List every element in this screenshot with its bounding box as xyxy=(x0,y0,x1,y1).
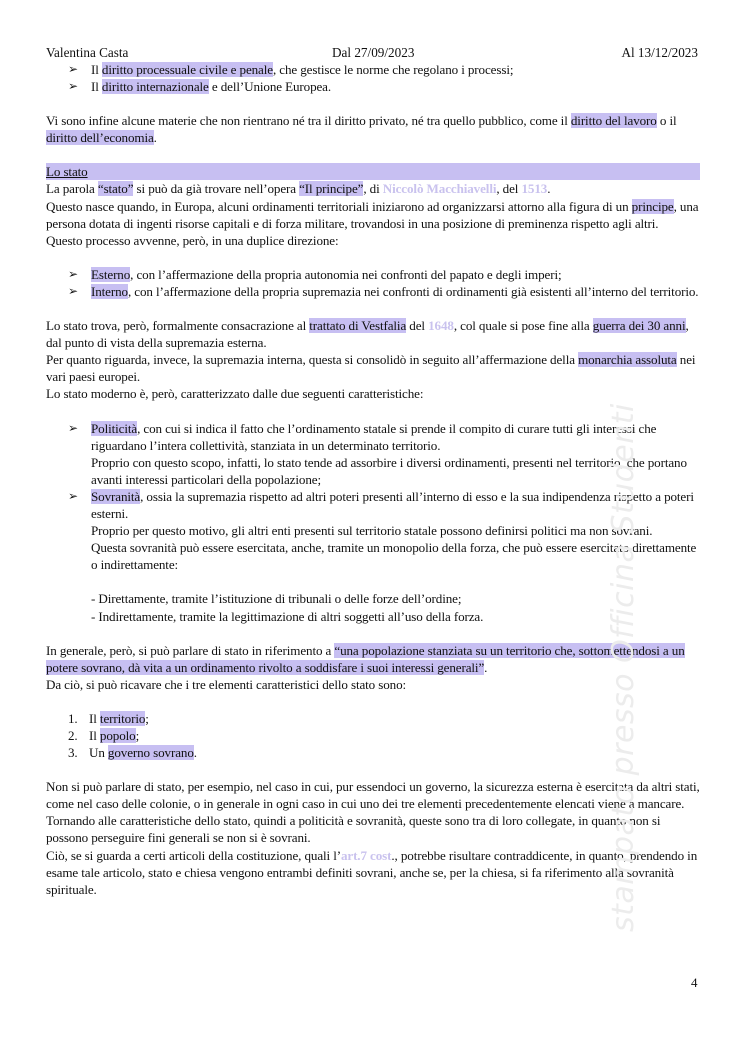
faded-text: art.7 cost xyxy=(340,847,392,863)
direzioni-list xyxy=(46,266,700,300)
faded-text: Niccolò Macchiavelli xyxy=(382,181,497,197)
paragraph-processo: Questo processo avvenne, però, in una duplice direzione: xyxy=(46,232,339,248)
arrow-bullet-icon: ➢ xyxy=(68,79,78,94)
paragraph-nasce: Questo nasce quando, in Europa, alcuni ordinamenti territoriali iniziarono ad organizzarsi attorno alla figura di un principe, una persona dotata di ingenti risorse capitali e di forza militare, trovandosi in una posizione di preminenza rispetto agli altri. xyxy=(46,198,699,231)
arrow-bullet-icon: ➢ xyxy=(68,283,78,298)
paragraph-moderno: Lo stato moderno è, però, caratterizzato dalle due seguenti caratteristiche: xyxy=(46,386,424,402)
document-body xyxy=(46,61,700,898)
highlight: guerra dei 30 anni xyxy=(592,318,686,334)
list-item: ➢ Interno, con l’affermazione della propria supremazia nei confronti di ordinamenti già esistenti all’interno del territorio. xyxy=(68,283,699,299)
highlight: Esterno xyxy=(91,266,131,282)
paragraph-materie: Vi sono infine alcune materie che non rientrano né tra il diritto privato, né tra quello pubblico, come il diritto del lavoro o il diritto dell’economia. xyxy=(46,113,677,146)
faded-text: 1513 xyxy=(521,181,548,197)
paragraph-colonie: Non si può parlare di stato, per esempio, nel caso in cui, pur essendoci un governo, la sicurezza esterna è esercitata da altri stati, come nel caso delle colonie, o in generale in ogni caso in cui uno dei tre elementi precedentemente elencati viene a mancare. xyxy=(46,779,700,812)
paragraph-elementi: Da ciò, si può ricavare che i tre elementi caratteristici dello stato sono: xyxy=(46,676,407,692)
paragraph-generale: In generale, però, si può parlare di stato in riferimento a “una popolazione stanziata su un territorio che, sottomettendosi a un potere sovrano, dà vita a un ordinamento rivolto a soddisfare i suoi interessi generali”. xyxy=(46,642,685,675)
highlight: Interno xyxy=(91,283,128,299)
header-to-date: Al 13/12/2023 xyxy=(621,45,698,60)
list-item: ➢ Politicità, con cui si indica il fatto che l’ordinamento statale si prende il compito di curare tutti gli interessi che riguardano l’intera collettività, stanziata in un determinato territorio. Proprio con questo scopo, infatti, lo stato tende ad assorbire i diversi ordinamenti, presenti nel territorio, che portano avanti interessi particolari della popolazione; xyxy=(68,420,687,487)
watermark: stampato presso Officina Studenti xyxy=(606,403,641,932)
highlight: diritto del lavoro xyxy=(570,113,657,129)
arrow-bullet-icon: ➢ xyxy=(68,266,78,281)
list-item: ➢ Il diritto processuale civile e penale, che gestisce le norme che regolano i processi; xyxy=(68,62,514,77)
highlight: principe xyxy=(631,198,674,214)
dash-item: - Indirettamente, tramite la legittimazione di altri soggetti all’uso della forza. xyxy=(91,608,484,624)
list-item: 2. Il popolo; xyxy=(68,728,140,743)
highlight: territorio xyxy=(99,710,146,726)
paragraph-parola: La parola “stato” si può da già trovare nell’opera “Il principe”, di Niccolò Macchiavelli, del 1513. xyxy=(46,181,551,197)
arrow-bullet-icon: ➢ xyxy=(68,488,78,503)
highlight: diritto dell’economia xyxy=(46,130,154,146)
list-item: ➢ Il diritto internazionale e dell’Unione Europea. xyxy=(68,79,332,95)
header-author: Valentina Casta xyxy=(46,45,129,60)
paragraph-articoli: Ciò, se si guarda a certi articoli della costituzione, quali l’art.7 cost., potrebbe risultare contraddicente, in quanto, prendendo in esame tale articolo, stato e chiesa vengono entrambi definiti sovrani, anche se, per la chiesa, si fa riferimento alla sovranità spirituale. xyxy=(46,847,698,897)
top-bullet-list xyxy=(46,61,700,95)
highlight: Sovranità xyxy=(91,488,141,504)
dash-item: - Direttamente, tramite l’istituzione di tribunali o delle forze dell’ordine; xyxy=(91,591,462,607)
elementi-list xyxy=(46,710,700,761)
list-item: 3. Un governo sovrano. xyxy=(68,745,197,761)
highlight: trattato di Vestfalia xyxy=(309,318,407,334)
highlight: popolo xyxy=(99,728,136,743)
highlight: governo sovrano xyxy=(107,745,194,761)
faded-text: 1648 xyxy=(428,318,454,334)
arrow-bullet-icon: ➢ xyxy=(68,420,78,435)
caratteristiche-list xyxy=(46,420,700,625)
list-item: ➢ Esterno, con l’affermazione della propria autonomia nei confronti del papato e degli imperi; xyxy=(68,266,562,282)
highlight: “una popolazione stanziata su un territorio che, sottomettendosi a un potere sovrano, dà vita a un ordinamento rivolto a soddisfare i suoi interessi generali” xyxy=(46,642,685,675)
paragraph-interna: Per quanto riguarda, invece, la supremazia interna, questa si consolidò in seguito all’affermazione della monarchia assoluta nei vari paesi europei. xyxy=(46,352,696,385)
highlight: diritto processuale civile e penale xyxy=(101,62,273,77)
header-from-date: Dal 27/09/2023 xyxy=(332,45,415,60)
section-title: Lo stato xyxy=(46,163,700,180)
highlight: monarchia assoluta xyxy=(578,352,677,368)
paragraph-vestfalia: Lo stato trova, però, formalmente consacrazione al trattato di Vestfalia del 1648, col quale si pose fine alla guerra dei 30 anni, dal punto di vista della supremazia esterna. xyxy=(46,318,689,351)
highlight: “Il principe” xyxy=(299,181,364,197)
highlight: “stato” xyxy=(97,181,134,197)
arrow-bullet-icon: ➢ xyxy=(68,62,78,76)
paragraph-collegate: Tornando alle caratteristiche dello stato, quindi a politicità e sovranità, queste sono tra di loro collegate, in quanto non si possono perseguire fini generali se non si è sovrani. xyxy=(46,813,661,846)
highlight: Politicità xyxy=(91,420,138,436)
page-number: 4 xyxy=(691,975,698,990)
highlight: diritto internazionale xyxy=(101,79,209,95)
list-item: ➢ Sovranità, ossia la supremazia rispetto ad altri poteri presenti all’interno di esso e la sua indipendenza rispetto a poteri esterni. Proprio per questo motivo, gli altri enti presenti sul territorio statale possono definirsi politici ma non sovrani. Questa sovranità può essere esercitata, anche, tramite un monopolio della forza, che può essere esercitato direttamente o indirettamente: - Direttamente, tramite l’istituzione di tribunali o delle forze dell’ordine; - Indirettamente, tramite la legittimazione di altri soggetti all’uso della forza. xyxy=(68,488,697,624)
list-item: 1. Il territorio; xyxy=(68,710,149,726)
